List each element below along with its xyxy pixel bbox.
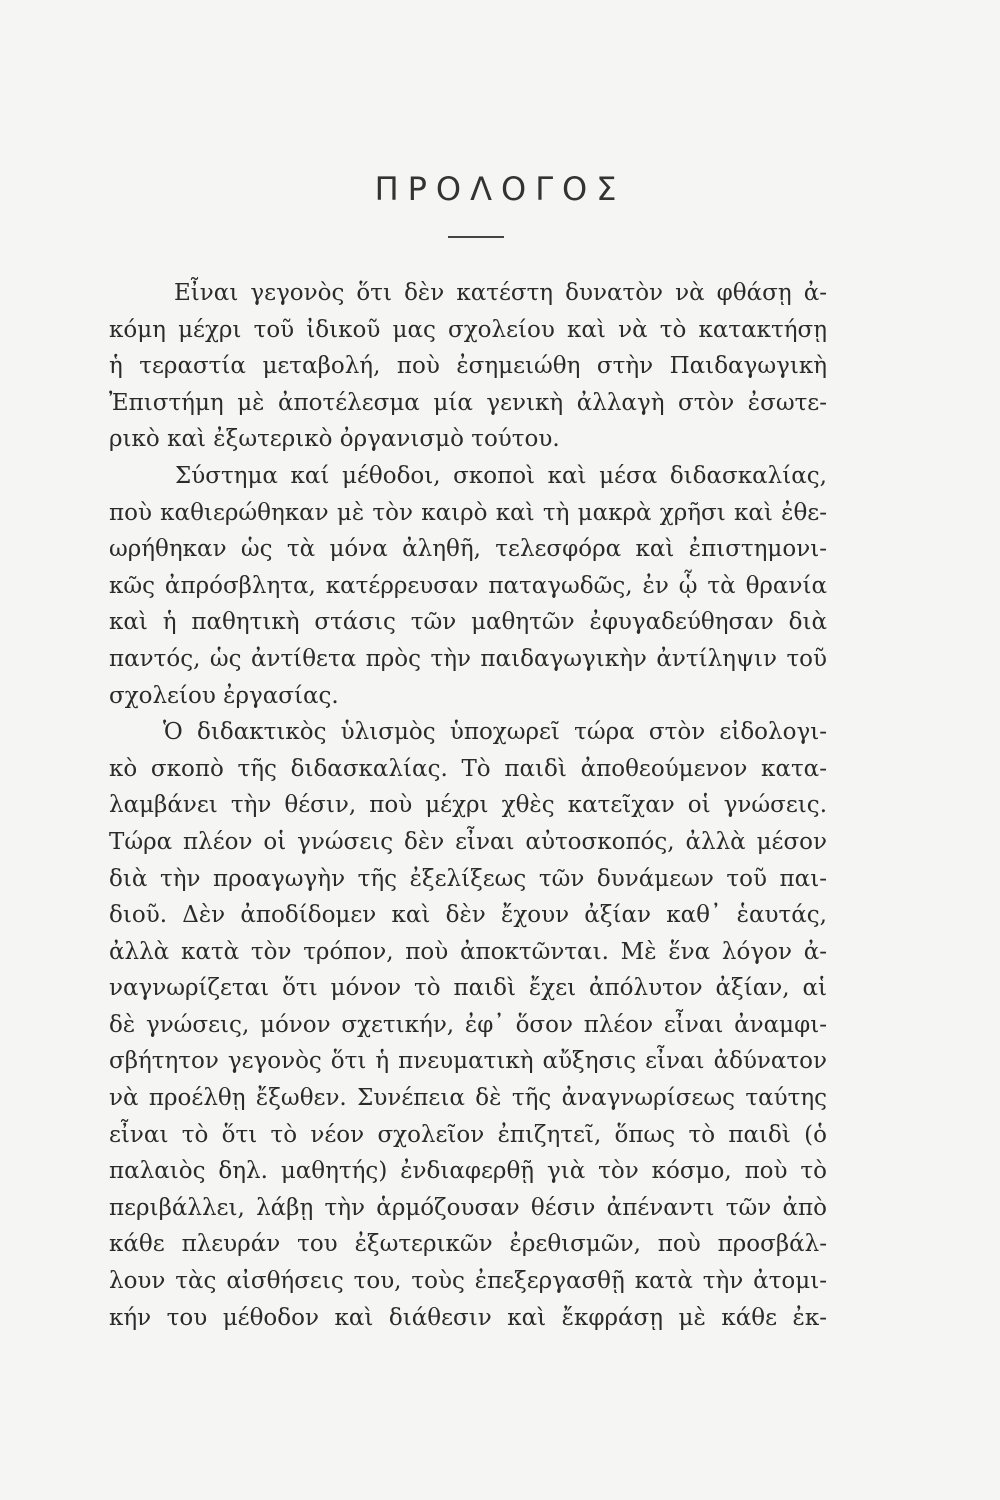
text-line: Ὁ διδακτικὸς ὑλισμὸς ὑποχωρεῖ τώρα στὸν εἰδολογι- — [163, 719, 827, 746]
text-line: νὰ προέλθῃ ἔξωθεν. Συνέπεια δὲ τῆς ἀναγνωρίσεως ταύτης — [109, 1085, 827, 1112]
title-underline — [448, 236, 504, 238]
text-line: σβήτητον γεγονὸς ὅτι ἡ πνευματικὴ αὔξησις εἶναι ἀδύνατον — [109, 1048, 827, 1075]
text-line: εἶναι τὸ ὅτι τὸ νέον σχολεῖον ἐπιζητεῖ, ὅπως τὸ παιδὶ (ὁ — [109, 1121, 827, 1148]
text-line: κήν του μέθοδον καὶ διάθεσιν καὶ ἔκφράσῃ μὲ κάθε ἐκ- — [109, 1304, 827, 1331]
text-line: δὲ γνώσεις, μόνον σχετικήν, ἐφ᾽ ὅσον πλέον εἶναι ἀναμφι- — [109, 1011, 827, 1038]
text-line: Τώρα πλέον οἱ γνώσεις δὲν εἶναι αὐτοσκοπός, ἀλλὰ μέσον — [109, 828, 827, 855]
text-line: λαμβάνει τὴν θέσιν, ποὺ μέχρι χθὲς κατεῖχαν οἱ γνώσεις. — [109, 792, 827, 819]
text-line: σχολείου ἐργασίας. — [109, 682, 339, 709]
text-line: ρικὸ καὶ ἐξωτερικὸ ὀργανισμὸ τούτου. — [109, 426, 560, 453]
text-line: Εἶναι γεγονὸς ὅτι δὲν κατέστη δυνατὸν νὰ φθάσῃ ἀ- — [174, 280, 827, 306]
text-line: διὰ τὴν προαγωγὴν τῆς ἐξελίξεως τῶν δυνάμεων τοῦ παι- — [109, 865, 827, 892]
text-line: ναγνωρίζεται ὅτι μόνον τὸ παιδὶ ἔχει ἀπόλυτον ἀξίαν, αἱ — [109, 975, 827, 1002]
prologue-text — [109, 275, 827, 1336]
text-line: Σύστημα καί μέθοδοι, σκοποὶ καὶ μέσα διδασκαλίας, — [175, 462, 827, 489]
text-line: κὸ σκοπὸ τῆς διδασκαλίας. Τὸ παιδὶ ἀποθεούμενον κατα- — [109, 755, 827, 782]
text-line: Ἐπιστήμη μὲ ἀποτέλεσμα μία γενικὴ ἀλλαγὴ στὸν ἐσωτε- — [109, 389, 827, 416]
text-line: περιβάλλει, λάβῃ τὴν ἁρμόζουσαν θέσιν ἀπέναντι τῶν ἀπὸ — [109, 1194, 827, 1221]
text-line: κῶς ἀπρόσβλητα, κατέρρευσαν παταγωδῶς, ἐν ᾧ τὰ θρανία — [109, 572, 827, 599]
text-line: ποὺ καθιερώθηκαν μὲ τὸν καιρὸ καὶ τὴ μακρὰ χρῆσι καὶ ἐθε- — [109, 499, 827, 526]
page-title: ΠΡΟΛΟΓΟΣ — [374, 170, 626, 208]
text-line: ἀλλὰ κατὰ τὸν τρόπον, ποὺ ἀποκτῶνται. Μὲ ἕνα λόγον ἀ- — [109, 938, 827, 965]
text-line: παντός, ὡς ἀντίθετα πρὸς τὴν παιδαγωγικὴν ἀντίληψιν τοῦ — [109, 645, 827, 672]
text-line: ἡ τεραστία μεταβολή, ποὺ ἐσημειώθη στὴν Παιδαγωγικὴ — [109, 353, 827, 380]
text-line: κάθε πλευράν του ἐξωτερικῶν ἐρεθισμῶν, ποὺ προσβάλ- — [109, 1231, 827, 1258]
text-line: ωρήθηκαν ὡς τὰ μόνα ἀληθῆ, τελεσφόρα καὶ ἐπιστημονι- — [109, 536, 827, 563]
text-line: λουν τὰς αἰσθήσεις του, τοὺς ἐπεξεργασθῇ κατὰ τὴν ἀτομι- — [109, 1268, 827, 1295]
text-line: παλαιὸς δηλ. μαθητής) ἐνδιαφερθῇ γιὰ τὸν κόσμο, ποὺ τὸ — [109, 1158, 827, 1185]
text-line: διοῦ. Δὲν ἀποδίδομεν καὶ δὲν ἔχουν ἀξίαν καθ᾽ ἑαυτάς, — [109, 902, 827, 929]
text-line: κόμη μέχρι τοῦ ἰδικοῦ μας σχολείου καὶ νὰ τὸ κατακτήσῃ — [109, 316, 827, 343]
text-line: καὶ ἡ παθητικὴ στάσις τῶν μαθητῶν ἐφυγαδεύθησαν διὰ — [109, 609, 827, 636]
